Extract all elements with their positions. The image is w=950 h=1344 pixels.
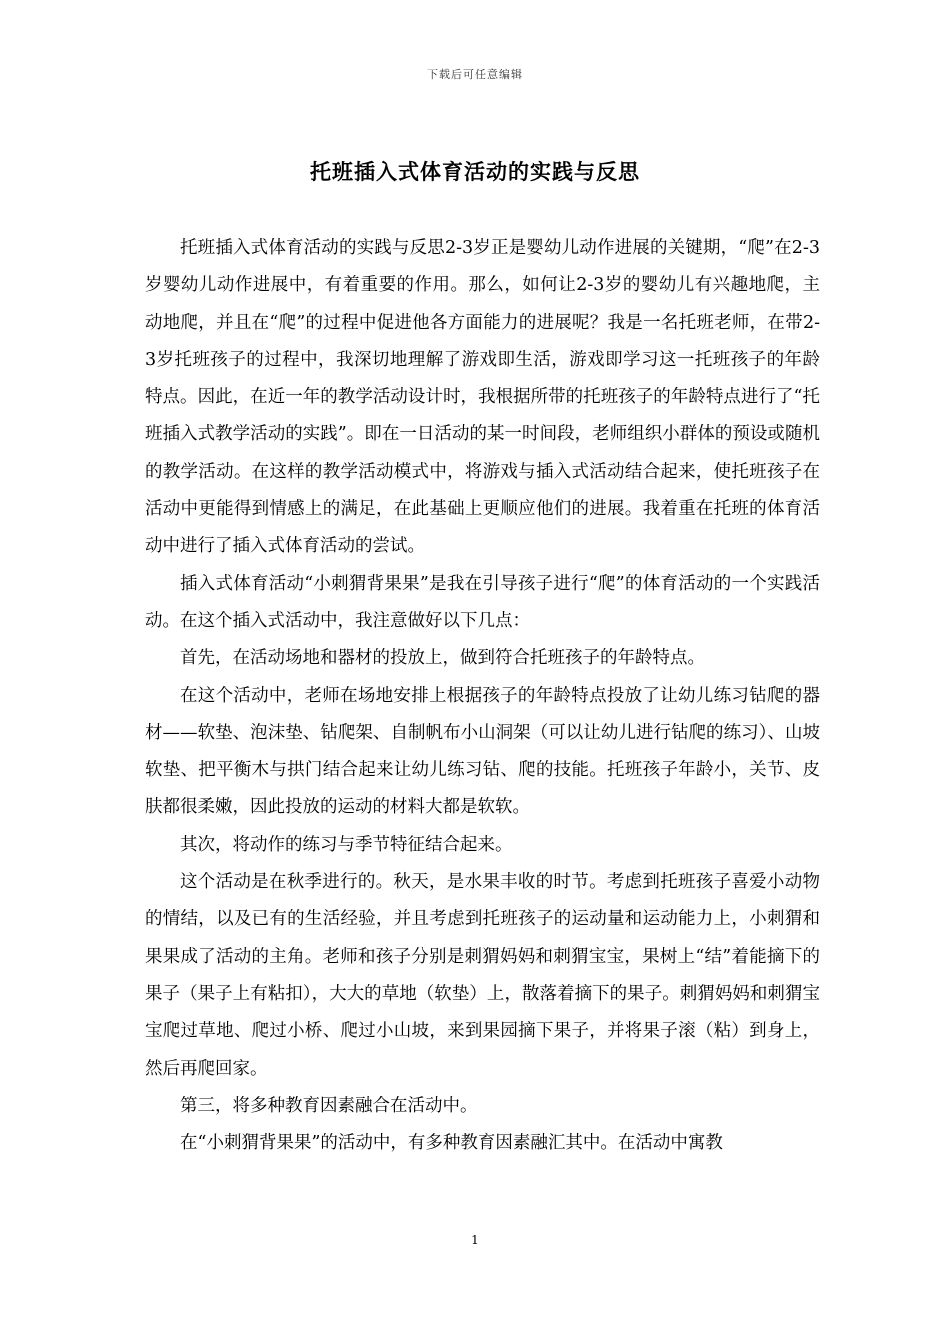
document-body	[145, 230, 820, 1162]
paragraph-second-point: 其次，将动作的练习与季节特征结合起来。	[180, 834, 513, 855]
paragraph-third-point: 第三，将多种教育因素融合在活动中。	[180, 1095, 478, 1116]
paragraph-education: 在“小刺猬背果果”的活动中，有多种教育因素融汇其中。在活动中寓教	[180, 1133, 723, 1154]
paragraph-first-point: 首先，在活动场地和器材的投放上，做到符合托班孩子的年龄特点。	[180, 648, 705, 669]
paragraph-intro: 托班插入式体育活动的实践与反思2-3岁正是婴幼儿动作进展的关键期，“爬”在2-3岁婴幼儿动作进展中，有着重要的作用。那么，如何让2-3岁的婴幼儿有兴趣地爬，主动地爬，并且在“爬”的过程中促进他各方面能力的进展呢？我是一名托班老师，在带2-3岁托班孩子的过程中，我深切地理解了游戏即生活，游戏即学习这一托班孩子的年龄特点。因此，在近一年的教学活动设计时，我根据所带的托班孩子的年龄特点进行了“托班插入式教学活动的实践”。即在一日活动的某一时间段，老师组织小群体的预设或随机的教学活动。在这样的教学活动模式中，将游戏与插入式活动结合起来，使托班孩子在活动中更能得到情感上的满足，在此基础上更顺应他们的进展。我着重在托班的体育活动中进行了插入式体育活动的尝试。	[145, 238, 820, 557]
paragraph-season: 这个活动是在秋季进行的。秋天，是水果丰收的时节。考虑到托班孩子喜爱小动物的情结，以及已有的生活经验，并且考虑到托班孩子的运动量和运动能力上，小刺猬和果果成了活动的主角。老师和孩子分别是刺猬妈妈和刺猬宝宝，果树上“结”着能摘下的果子（果子上有粘扣），大大的草地（软垫）上，散落着摘下的果子。刺猬妈妈和刺猬宝宝爬过草地、爬过小桥、爬过小山坡，来到果园摘下果子，并将果子滚（粘）到身上，然后再爬回家。	[145, 872, 820, 1079]
header-note: 下载后可任意编辑	[427, 68, 523, 81]
paragraph-equipment: 在这个活动中，老师在场地安排上根据孩子的年龄特点投放了让幼儿练习钻爬的器材——软垫、泡沫垫、钻爬架、自制帆布小山洞架（可以让幼儿进行钻爬的练习）、山坡软垫、把平衡木与拱门结合起来让幼儿练习钻、爬的技能。托班孩子年龄小，关节、皮肤都很柔嫩，因此投放的运动的材料大都是软软。	[145, 685, 820, 818]
page-number: 1	[471, 1233, 479, 1247]
paragraph-activity: 插入式体育活动“小刺猬背果果”是我在引导孩子进行“爬”的体育活动的一个实践活动。在这个插入式活动中，我注意做好以下几点：	[145, 573, 820, 631]
document-title: 托班插入式体育活动的实践与反思	[310, 159, 640, 184]
